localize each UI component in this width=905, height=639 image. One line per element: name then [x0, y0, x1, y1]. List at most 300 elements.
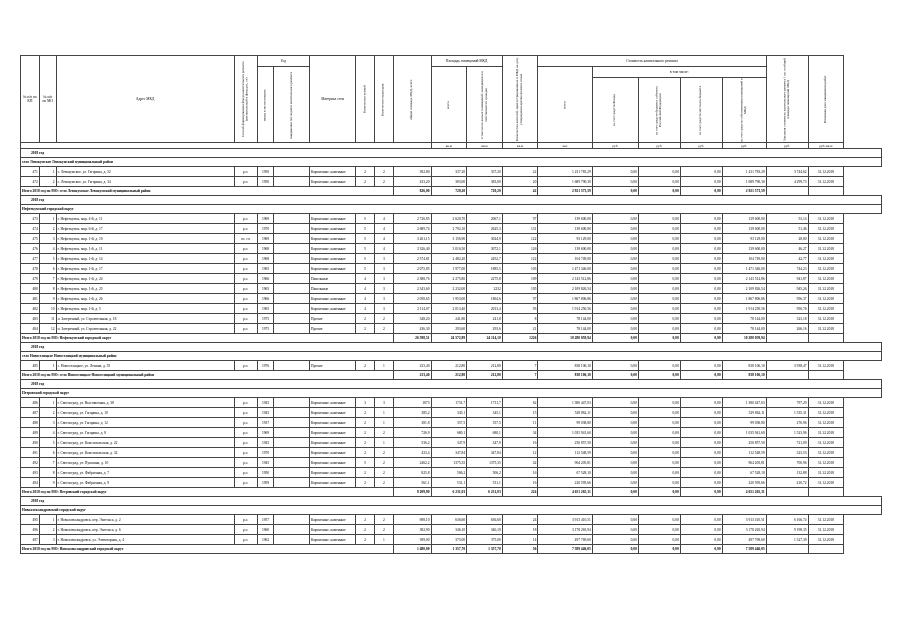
cell-cost-local: 0,00	[680, 535, 722, 545]
cell-floors: 2	[356, 418, 375, 428]
spacer	[844, 545, 882, 554]
cell-no-mo: 8	[39, 468, 56, 478]
cell-unit-cost: 46,27	[766, 244, 808, 254]
cell-cost-total: 99 038,80	[538, 418, 592, 428]
cell-year-last-repair	[274, 234, 310, 244]
total-cost-fund: 0,00	[592, 187, 638, 196]
unit-cell: руб.	[722, 143, 766, 149]
col-cost-federal: за счет средств бюджета субъекта Российской Федерации	[638, 78, 680, 143]
cell-cost-local: 0,00	[680, 274, 722, 284]
total-unit-cost	[766, 545, 808, 554]
total-unit-cost	[766, 488, 808, 497]
cell-cost-total: 1 867 806,86	[538, 294, 592, 304]
cell-entrances: 4	[374, 214, 393, 224]
cell-year-commission: 1976	[257, 361, 274, 371]
cell-deadline: 31.12.2018	[808, 214, 844, 224]
cell-address: г. Светлоград, ул. Фабричная, д. 7	[56, 468, 234, 478]
cell-year-commission: 1945	[257, 398, 274, 408]
col-unit-cost: Удельная стоимость капитального ремонта 1 кв. м общей площади помещений МКД	[766, 56, 808, 143]
cell-year-last-repair	[274, 177, 310, 187]
cell-no-mo: 2	[39, 224, 56, 234]
cell-entrances: 2	[374, 525, 393, 535]
cell-area-residential: 3072,1	[467, 244, 503, 254]
cell-address: г. Нефтекумск, мкр. 6-й, д. 17	[56, 224, 234, 234]
cell-cost-owners: 99 038,80	[722, 418, 766, 428]
cell-cost-federal: 0,00	[638, 304, 680, 314]
total-area-total: 720,20	[431, 187, 467, 196]
cell-cost-total: 139 600,00	[538, 214, 592, 224]
cell-no-total: 476	[21, 244, 40, 254]
spacer	[844, 525, 882, 535]
cell-no-total: 482	[21, 304, 40, 314]
section-title: Новоалександровский городской округ	[21, 506, 882, 515]
cell-entrances: 1	[374, 361, 393, 371]
total-cost: 7 589 446,05	[538, 545, 592, 554]
cell-total-area: 3 326,40	[393, 244, 431, 254]
table-row	[21, 254, 882, 264]
total-cost-owners: 7 589 446,05	[722, 545, 766, 554]
cell-wall-material: Кирпичные, каменные	[310, 244, 356, 254]
cell-entrances: 4	[374, 224, 393, 234]
cell-year-last-repair	[274, 274, 310, 284]
section-title-row	[21, 389, 882, 398]
cell-year-last-repair	[274, 398, 310, 408]
cell-unit-cost: 53,14	[766, 214, 808, 224]
cell-cost-owners: 1 689 790,30	[722, 177, 766, 187]
cell-cost-owners: 1 471 346,00	[722, 264, 766, 274]
cell-cost-federal: 0,00	[638, 314, 680, 324]
cell-year-last-repair	[274, 428, 310, 438]
cell-area-total: 293,60	[431, 324, 467, 334]
cell-area-residential: 531,1	[467, 478, 503, 488]
table-row	[21, 167, 882, 177]
total-deadline	[808, 187, 844, 196]
table-row	[21, 361, 882, 371]
cell-no-mo: 7	[39, 274, 56, 284]
cell-fund-method: р.о.	[234, 274, 257, 284]
cell-deadline: 31.12.2018	[808, 234, 844, 244]
cell-fund-method: р.о.	[234, 214, 257, 224]
cell-residents: 34	[502, 428, 538, 438]
cell-entrances: 2	[374, 167, 393, 177]
cell-year-commission: 1950	[257, 468, 274, 478]
cell-year-last-repair	[274, 438, 310, 448]
cell-cost-total: 1 231 783,29	[538, 167, 592, 177]
cell-area-total: 345,1	[431, 408, 467, 418]
cell-residents: 42	[502, 458, 538, 468]
total-cost-federal: 0,00	[638, 545, 680, 554]
cell-deadline: 31.12.2018	[808, 304, 844, 314]
cell-no-total: 495	[21, 515, 40, 525]
cell-address: г. Светлоград, ул. Пушкина, д. 10	[56, 458, 234, 468]
cell-area-residential: 2275,8	[467, 274, 503, 284]
cell-fund-method: р.о.	[234, 418, 257, 428]
cell-deadline: 31.12.2018	[808, 535, 844, 545]
cell-residents: 24	[502, 515, 538, 525]
cell-total-area: 2 050,65	[393, 294, 431, 304]
cell-residents: 22	[502, 167, 538, 177]
cell-total-area: 698,10	[393, 515, 431, 525]
cell-unit-cost: 323,53	[766, 448, 808, 458]
cell-cost-fund: 0,00	[592, 234, 638, 244]
cell-no-mo: 1	[39, 515, 56, 525]
table-row	[21, 264, 882, 274]
cell-address: г. Нефтекумск, мкр. 1-й, д. 25	[56, 284, 234, 294]
cell-entrances: 2	[374, 177, 393, 187]
cell-fund-method: р.о.	[234, 324, 257, 334]
spacer	[844, 324, 882, 334]
cell-area-total: 212,80	[431, 361, 467, 371]
cell-year-commission: 1950	[257, 167, 274, 177]
spacer	[844, 177, 882, 187]
cell-floors: 2	[356, 408, 375, 418]
cell-area-total: 2 792,10	[431, 224, 467, 234]
cell-area-residential: 383,00	[467, 177, 503, 187]
total-area-residential: 6 231,03	[467, 488, 503, 497]
cell-no-total: 477	[21, 254, 40, 264]
cell-unit-cost: 744,23	[766, 264, 808, 274]
cell-year-last-repair	[274, 284, 310, 294]
cell-unit-cost: 797,29	[766, 398, 808, 408]
cell-wall-material: Кирпичные, каменные	[310, 428, 356, 438]
table-row	[21, 458, 882, 468]
cell-year-last-repair	[274, 214, 310, 224]
cell-area-residential: 1731,7	[467, 398, 503, 408]
cell-entrances: 3	[374, 274, 393, 284]
col-total-area: общая площадь МКД, всего	[393, 56, 431, 143]
cell-floors: 2	[356, 361, 375, 371]
spacer	[844, 244, 882, 254]
cell-wall-material: Панельные	[310, 284, 356, 294]
cell-no-mo: 3	[39, 418, 56, 428]
cell-cost-local: 0,00	[680, 398, 722, 408]
spacer	[844, 274, 882, 284]
cell-total-area: 2 114,07	[393, 304, 431, 314]
table-row	[21, 438, 882, 448]
cell-no-total: 481	[21, 294, 40, 304]
cell-cost-owners: 497 769,60	[722, 535, 766, 545]
cell-year-last-repair	[274, 304, 310, 314]
cell-cost-total: 93 129,00	[538, 234, 592, 244]
cell-no-total: 479	[21, 274, 40, 284]
total-residents: 7	[502, 371, 538, 380]
cell-cost-federal: 0,00	[638, 244, 680, 254]
total-area: 826,00	[393, 187, 431, 196]
spacer	[844, 361, 882, 371]
cell-unit-cost: 1 523,96	[766, 428, 808, 438]
cell-total-area: 2 726,85	[393, 214, 431, 224]
total-cost-local: 0,00	[680, 187, 722, 196]
cell-total-area: 348,20	[393, 314, 431, 324]
cell-area-total: 2 013,40	[431, 304, 467, 314]
cell-no-total: 494	[21, 478, 40, 488]
cell-no-total: 488	[21, 418, 40, 428]
cell-unit-cost: 42,77	[766, 254, 808, 264]
cell-area-total: 337,20	[431, 167, 467, 177]
cell-area-residential: 1864,6	[467, 294, 503, 304]
cell-area-residential: 293,6	[467, 324, 503, 334]
table-row	[21, 448, 882, 458]
cell-no-total: 492	[21, 458, 40, 468]
cell-total-area: 385,2	[393, 408, 431, 418]
cell-area-residential: 636,60	[467, 515, 503, 525]
cell-cost-local: 0,00	[680, 361, 722, 371]
cell-total-area: 2 388,76	[393, 274, 431, 284]
unit-cell: руб.	[766, 143, 808, 149]
table-row	[21, 304, 882, 314]
cell-cost-local: 0,00	[680, 324, 722, 334]
cell-entrances: 3	[374, 398, 393, 408]
cell-cost-total: 838 106,10	[538, 361, 592, 371]
cell-fund-method: р.о.	[234, 304, 257, 314]
spacer	[844, 398, 882, 408]
cell-cost-owners: 250 857,50	[722, 438, 766, 448]
cell-total-area: 1873	[393, 398, 431, 408]
cell-year-commission: 1965	[257, 264, 274, 274]
cell-residents: 18	[502, 525, 538, 535]
cell-floors: 5	[356, 264, 375, 274]
cell-floors: 5	[356, 254, 375, 264]
cell-area-residential: 357,5	[467, 418, 503, 428]
cell-residents: 16	[502, 478, 538, 488]
cell-fund-method: р.о.	[234, 314, 257, 324]
col-area-residential: в том числе жилых помещений, находящихся в собственности граждан	[467, 67, 503, 143]
cell-deadline: 31.12.2018	[808, 284, 844, 294]
cell-deadline: 31.12.2018	[808, 224, 844, 234]
cell-total-area: 726,9	[393, 428, 431, 438]
cell-no-total: 489	[21, 428, 40, 438]
cell-total-area: 433,20	[393, 177, 431, 187]
cell-cost-total: 104 749,00	[538, 254, 592, 264]
total-cost-fund: 0,00	[592, 334, 638, 343]
table-row	[21, 468, 882, 478]
total-label: Итого 2018 год по МО: село Левокумское Левокумский муниципальный район	[21, 187, 394, 196]
cell-cost-owners: 3 178 265,94	[722, 525, 766, 535]
cell-address: г. Светлоград, ул. Гагарина, д. 10	[56, 408, 234, 418]
cell-deadline: 31.12.2018	[808, 254, 844, 264]
cell-entrances: 2	[374, 428, 393, 438]
cell-year-commission: 1945	[257, 408, 274, 418]
cell-no-total: 496	[21, 525, 40, 535]
cell-area-residential: 347,84	[467, 448, 503, 458]
spacer	[844, 224, 882, 234]
total-unit-cost	[766, 334, 808, 343]
col-area-total: всего	[431, 67, 467, 143]
cell-wall-material: Кирпичные, каменные	[310, 214, 356, 224]
spacer	[844, 187, 882, 196]
cell-cost-owners: 1 231 783,29	[722, 167, 766, 177]
table-row	[21, 274, 882, 284]
cell-entrances: 2	[374, 314, 393, 324]
cell-fund-method: р.о.	[234, 264, 257, 274]
cell-floors: 2	[356, 448, 375, 458]
cell-cost-fund: 0,00	[592, 224, 638, 234]
cell-total-area: 433,4	[393, 448, 431, 458]
year-row	[21, 196, 882, 205]
cell-year-last-repair	[274, 468, 310, 478]
total-deadline	[808, 371, 844, 380]
cell-total-area: 2462,2	[393, 458, 431, 468]
total-cost: 10 280 059,94	[538, 334, 592, 343]
total-cost-local: 0,00	[680, 488, 722, 497]
cell-year-commission: 1969	[257, 234, 274, 244]
spacer	[844, 428, 882, 438]
cell-cost-local: 0,00	[680, 304, 722, 314]
col-fund-method: Способ формирования фонда капитального ремонта (региональный в фонд ро., сч)	[234, 56, 257, 143]
cell-cost-owners: 964 205,81	[722, 458, 766, 468]
cell-area-total: 1 953,00	[431, 294, 467, 304]
cell-cost-fund: 0,00	[592, 418, 638, 428]
cell-address: г. Нефтекумск, мкр. 1-й, д. 5	[56, 304, 234, 314]
cell-unit-cost: 6 166,74	[766, 515, 808, 525]
cell-floors: 2	[356, 314, 375, 324]
cell-wall-material: Кирпичные, каменные	[310, 167, 356, 177]
cell-no-mo: 11	[39, 314, 56, 324]
cell-cost-local: 0,00	[680, 167, 722, 177]
cell-wall-material: Панельные	[310, 274, 356, 284]
cell-no-total: 486	[21, 398, 40, 408]
cell-year-last-repair	[274, 478, 310, 488]
cell-area-residential: 346,10	[467, 525, 503, 535]
cell-no-mo: 2	[39, 177, 56, 187]
year-label: 2018 год	[21, 497, 882, 506]
col-no-mo: № п/п по МО	[39, 56, 56, 143]
table-row	[21, 284, 882, 294]
cell-year-last-repair	[274, 361, 310, 371]
total-label: Итого 2018 год по МО: Нефтекумский городской округ	[21, 334, 394, 343]
cell-total-area: 382,90	[393, 525, 431, 535]
cell-unit-cost: 700,96	[766, 458, 808, 468]
cell-deadline: 31.12.2018	[808, 418, 844, 428]
cell-fund-method: р.о.	[234, 438, 257, 448]
total-area: 26 598,51	[393, 334, 431, 343]
cell-residents: 122	[502, 254, 538, 264]
total-unit-cost	[766, 187, 808, 196]
cell-entrances: 2	[374, 324, 393, 334]
cell-cost-owners: 112 548,59	[722, 448, 766, 458]
spacer	[844, 458, 882, 468]
table-row	[21, 244, 882, 254]
cell-area-residential: 375,00	[467, 535, 503, 545]
col-entrances: Количество подъездов	[374, 56, 393, 143]
cell-deadline: 31.12.2018	[808, 478, 844, 488]
cell-wall-material: Кирпичные, каменные	[310, 304, 356, 314]
cell-cost-fund: 0,00	[592, 478, 638, 488]
cell-address: с. Левокумское, ул. Гагарина, д. 34	[56, 177, 234, 187]
total-row	[21, 187, 882, 196]
cell-address: с. Новоселицкое, ул. Ленина, д. 55	[56, 361, 234, 371]
total-deadline	[808, 334, 844, 343]
cell-area-total: 3 156,90	[431, 234, 467, 244]
cell-entrances: 3	[374, 294, 393, 304]
cell-cost-fund: 0,00	[592, 254, 638, 264]
total-cost-local: 0,00	[680, 545, 722, 554]
spacer	[844, 214, 882, 224]
cell-year-commission: 1966	[257, 294, 274, 304]
cell-total-area: 392,80	[393, 167, 431, 177]
cell-unit-cost: 3 938,47	[766, 361, 808, 371]
cell-cost-local: 0,00	[680, 418, 722, 428]
col-year-commission: ввода в эксплуатацию	[257, 67, 274, 143]
cell-address: п. Затеречный, ул. Строительная, д. 22	[56, 324, 234, 334]
cell-address: г. Светлоград, ул. Гагарина, д. 8	[56, 428, 234, 438]
cell-cost-owners: 529 862,11	[722, 408, 766, 418]
cell-cost-fund: 0,00	[592, 398, 638, 408]
cell-cost-federal: 0,00	[638, 515, 680, 525]
total-row	[21, 488, 882, 497]
cell-area-residential: 2067,1	[467, 214, 503, 224]
cell-cost-fund: 0,00	[592, 264, 638, 274]
cell-cost-owners: 139 600,00	[722, 214, 766, 224]
cell-residents: 97	[502, 294, 538, 304]
cell-deadline: 31.12.2018	[808, 177, 844, 187]
cell-cost-total: 67 528,10	[538, 468, 592, 478]
cell-cost-total: 529 862,11	[538, 408, 592, 418]
cell-cost-total: 1 035 941,60	[538, 428, 592, 438]
table-row	[21, 418, 882, 428]
cell-cost-local: 0,00	[680, 244, 722, 254]
cell-deadline: 31.12.2018	[808, 515, 844, 525]
cell-fund-method: р.о.	[234, 458, 257, 468]
cell-area-total: 2 232,00	[431, 284, 467, 294]
cell-cost-owners: 1 867 806,86	[722, 294, 766, 304]
cell-year-last-repair	[274, 535, 310, 545]
cell-year-last-repair	[274, 314, 310, 324]
cell-area-total: 531,1	[431, 478, 467, 488]
cell-entrances: 1	[374, 535, 393, 545]
cell-address: с. Левокумское, ул. Гагарина, д. 32	[56, 167, 234, 177]
cell-area-total: 2 620,70	[431, 214, 467, 224]
unit-cell: кв.м	[502, 143, 538, 149]
table-row	[21, 535, 882, 545]
cell-unit-cost: 323,18	[766, 314, 808, 324]
cell-cost-local: 0,00	[680, 214, 722, 224]
cell-cost-fund: 0,00	[592, 214, 638, 224]
cell-total-area: 561,1	[393, 478, 431, 488]
cell-entrances: 2	[374, 468, 393, 478]
cell-year-last-repair	[274, 294, 310, 304]
total-area-residential: 1 357,70	[467, 545, 503, 554]
cell-area-residential: 680,1	[467, 428, 503, 438]
cell-year-commission: 1969	[257, 428, 274, 438]
cell-unit-cost: 9 198,35	[766, 525, 808, 535]
cell-address: г. Нефтекумск, мкр. 1-й, д. 26	[56, 294, 234, 304]
cell-cost-total: 2 143 512,86	[538, 274, 592, 284]
cell-year-last-repair	[274, 458, 310, 468]
cell-no-mo: 6	[39, 448, 56, 458]
cell-year-last-repair	[274, 515, 310, 525]
cell-unit-cost: 1 535,31	[766, 408, 808, 418]
total-area-total: 24 572,89	[431, 334, 467, 343]
cell-cost-federal: 0,00	[638, 428, 680, 438]
cell-cost-total: 139 600,00	[538, 224, 592, 234]
cell-no-total: 478	[21, 264, 40, 274]
total-residents: 1226	[502, 334, 538, 343]
cell-address: п. Затеречный, ул. Строительная, д. 18	[56, 314, 234, 324]
cell-residents: 15	[502, 408, 538, 418]
cell-cost-total: 1 914 250,56	[538, 304, 592, 314]
cell-no-total: 472	[21, 177, 40, 187]
cell-no-mo: 4	[39, 428, 56, 438]
cell-cost-fund: 0,00	[592, 515, 638, 525]
spacer	[844, 478, 882, 488]
cell-cost-federal: 0,00	[638, 214, 680, 224]
cell-cost-local: 0,00	[680, 458, 722, 468]
year-row	[21, 497, 882, 506]
total-label: Итого 2018 год по МО: Петровский городской округ	[21, 488, 394, 497]
total-cost-owners: 4 651 265,31	[722, 488, 766, 497]
cell-cost-total: 78 144,00	[538, 314, 592, 324]
